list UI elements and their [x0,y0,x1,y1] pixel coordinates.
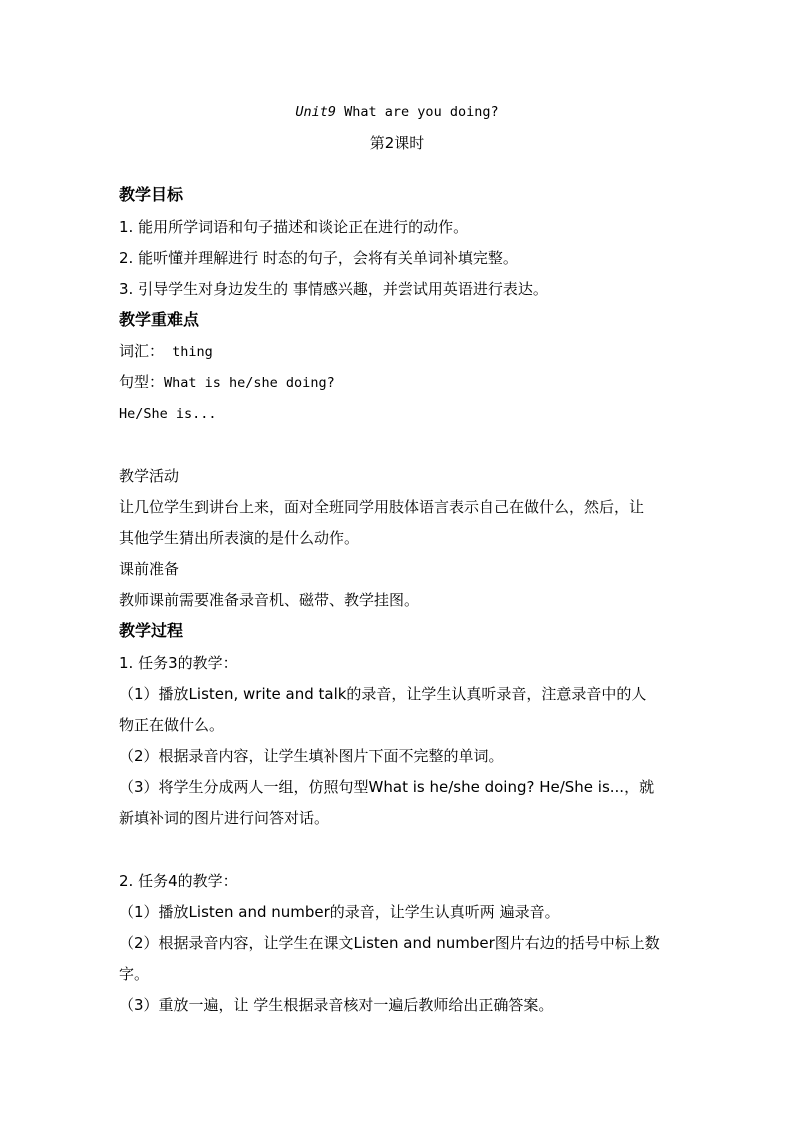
task4-step: （2）根据录音内容，让学生在课文Listen and number图片右边的括号中标上数 [119,934,660,952]
activity-heading: 教学活动 [119,467,180,485]
unit-label: Unit9 [295,104,337,120]
task4-step: （3）重放一遍，让 学生根据录音核对一遍后教师给出正确答案。 [119,996,554,1014]
pattern-value: What is he/she doing? [164,375,335,391]
pattern-label: 句型： [119,373,165,391]
lesson-label: 第2课时 [369,134,425,152]
task4-step: 字。 [119,965,150,983]
task3-step: （2）根据录音内容，让学生填补图片下面不完整的单词。 [119,747,504,765]
process-heading: 教学过程 [119,621,184,640]
vocab-line [119,341,213,362]
task4-step: （1）播放Listen and number的录音，让学生认真听两 遍录音。 [119,903,560,921]
objective-item: 2. 能听懂并理解进行 时态的句子，会将有关单词补填完整。 [119,249,518,267]
pattern-line [119,372,335,393]
pattern-value-2: He/She is... [119,406,217,422]
objective-item: 3. 引导学生对身边发生的 事情感兴趣，并尝试用英语进行表达。 [119,280,548,298]
objectives-heading: 教学目标 [119,185,184,204]
key-points-heading: 教学重难点 [119,310,200,329]
objective-item: 1. 能用所学词语和句子描述和谈论正在进行的动作。 [119,218,469,236]
unit-title-text: What are you doing? [336,104,499,120]
preparation-heading: 课前准备 [119,560,180,578]
task3-step: （1）播放Listen, write and talk的录音，让学生认真听录音，注意录音中的人 [119,685,647,703]
task3-step: 物正在做什么。 [119,716,225,734]
activity-text: 让几位学生到讲台上来，面对全班同学用肢体语言表示自己在做什么，然后，让 [119,498,645,516]
task4-title: 2. 任务4的教学： [119,872,238,890]
task3-title: 1. 任务3的教学： [119,654,238,672]
task3-step: 新填补词的图片进行问答对话。 [119,809,330,827]
unit-title [0,102,794,122]
activity-text: 其他学生猜出所表演的是什么动作。 [119,529,360,547]
vocab-value: thing [164,344,213,360]
preparation-text: 教师课前需要准备录音机、磁带、教学挂图。 [119,591,420,609]
vocab-label: 词汇： [119,342,165,360]
task3-step: （3）将学生分成两人一组，仿照句型What is he/she doing? He/She is...，就 [119,778,655,796]
